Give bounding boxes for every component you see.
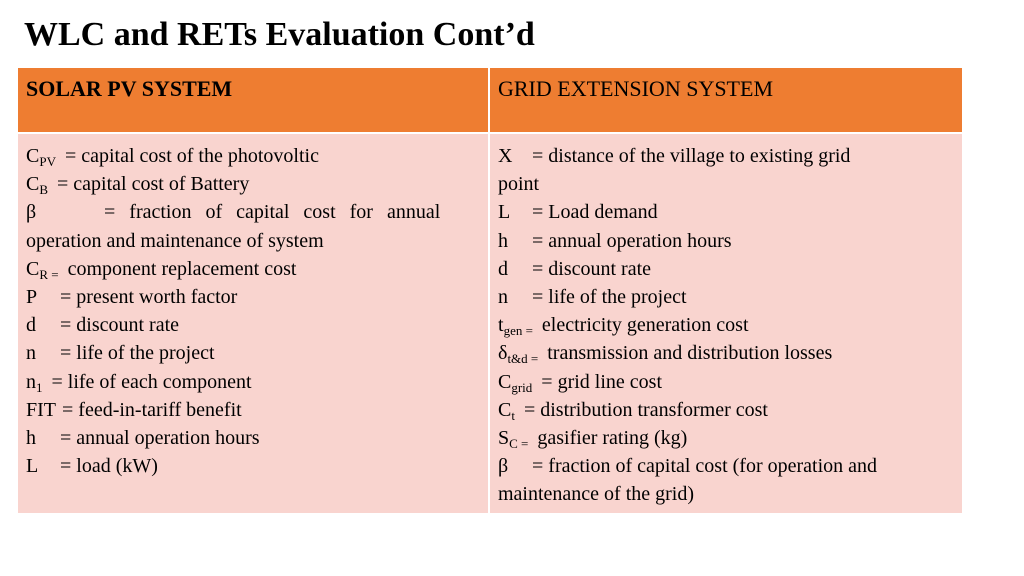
definition-text: = annual operation hours [532,229,732,252]
symbol-subscript: C = [509,436,529,452]
definition-text: = distance of the village to existing grid [532,145,851,167]
symbol: L [26,455,39,478]
right-definition-line [498,283,952,311]
definition-text: = life of the project [60,342,215,365]
symbol: β [498,455,509,478]
symbol: C [498,370,512,393]
definition-text: = fraction of capital cost (for operation and [532,455,878,478]
symbol-subscript: grid [511,379,533,395]
definition-text: electricity generation cost [536,314,749,337]
symbol-subscript: t [511,407,515,423]
solar-pv-definitions [17,133,489,514]
slide-title: WLC and RETs Evaluation Cont’d [24,16,535,53]
definition-text: = distribution transformer cost [518,398,768,421]
right-definition-line [498,255,952,283]
definition-text: = feed-in-tariff benefit [62,398,242,421]
symbol-subscript: 1 [36,379,43,395]
right-definition-line [498,198,952,226]
left-definition-line [26,227,478,255]
right-definition-line [498,142,952,170]
definition-text: point [498,173,540,196]
definition-text: = discount rate [60,314,180,337]
header-grid-extension: GRID EXTENSION SYSTEM [489,67,963,133]
symbol: h [26,427,36,450]
definition-text: = life of each component [46,370,252,393]
definition-text: = fraction of capital cost for annual [104,201,441,224]
definition-text: maintenance of the grid) [498,483,695,506]
definition-text: operation and maintenance of system [26,229,324,252]
left-definition-line [26,396,478,424]
symbol: β [26,201,37,224]
definition-text: = present worth factor [60,286,238,309]
evaluation-table [16,66,964,515]
left-definition-line [26,452,478,480]
right-definition-line [498,368,952,396]
definition-text: = discount rate [532,257,652,280]
left-definition-line [26,283,478,311]
right-definition-line [498,339,952,367]
symbol: FIT [26,398,56,421]
definition-text: = capital cost of the photovoltic [59,145,319,167]
right-definition-line [498,170,952,198]
symbol: n [498,286,508,309]
left-definition-line [26,198,478,226]
definition-text: = load (kW) [60,455,158,478]
left-definition-line [26,311,478,339]
symbol: t [498,314,504,337]
symbol: S [498,427,510,450]
definition-text: transmission and distribution losses [542,342,833,365]
left-definition-line [26,368,478,396]
symbol-subscript: R = [39,266,59,282]
right-definition-line [498,452,952,480]
symbol-subscript: B [39,182,49,198]
left-definition-line [26,170,478,198]
symbol: δ [498,342,508,365]
left-definition-line [26,255,478,283]
symbol: n [26,342,36,365]
definition-text: gasifier rating (kg) [532,427,688,450]
left-definition-line [26,424,478,452]
symbol: n [26,370,36,393]
symbol: L [498,201,511,224]
symbol: X [498,145,513,167]
symbol-subscript: gen = [503,323,533,339]
right-definition-line [498,480,952,508]
symbol: C [498,398,512,421]
header-solar-pv: SOLAR PV SYSTEM [17,67,489,133]
definition-text: component replacement cost [62,257,297,280]
right-definition-line [498,227,952,255]
left-definition-line [26,339,478,367]
definition-text: = grid line cost [536,370,662,393]
symbol: C [26,173,40,196]
header-row [17,67,963,133]
symbol: C [26,257,40,280]
definition-text: = annual operation hours [60,427,260,450]
symbol: h [498,229,508,252]
symbol-subscript: PV [39,154,56,169]
definition-text: = life of the project [532,286,687,309]
symbol: C [26,145,40,167]
grid-extension-definitions [489,133,963,514]
body-row [17,133,963,514]
definition-text: = capital cost of Battery [52,173,250,196]
right-definition-line [498,396,952,424]
symbol: d [498,257,508,280]
right-definition-line [498,311,952,339]
symbol: P [26,286,38,309]
symbol-subscript: t&d = [507,351,539,367]
symbol: d [26,314,36,337]
definition-text: = Load demand [532,201,658,224]
right-definition-line [498,424,952,452]
left-definition-line [26,142,478,170]
